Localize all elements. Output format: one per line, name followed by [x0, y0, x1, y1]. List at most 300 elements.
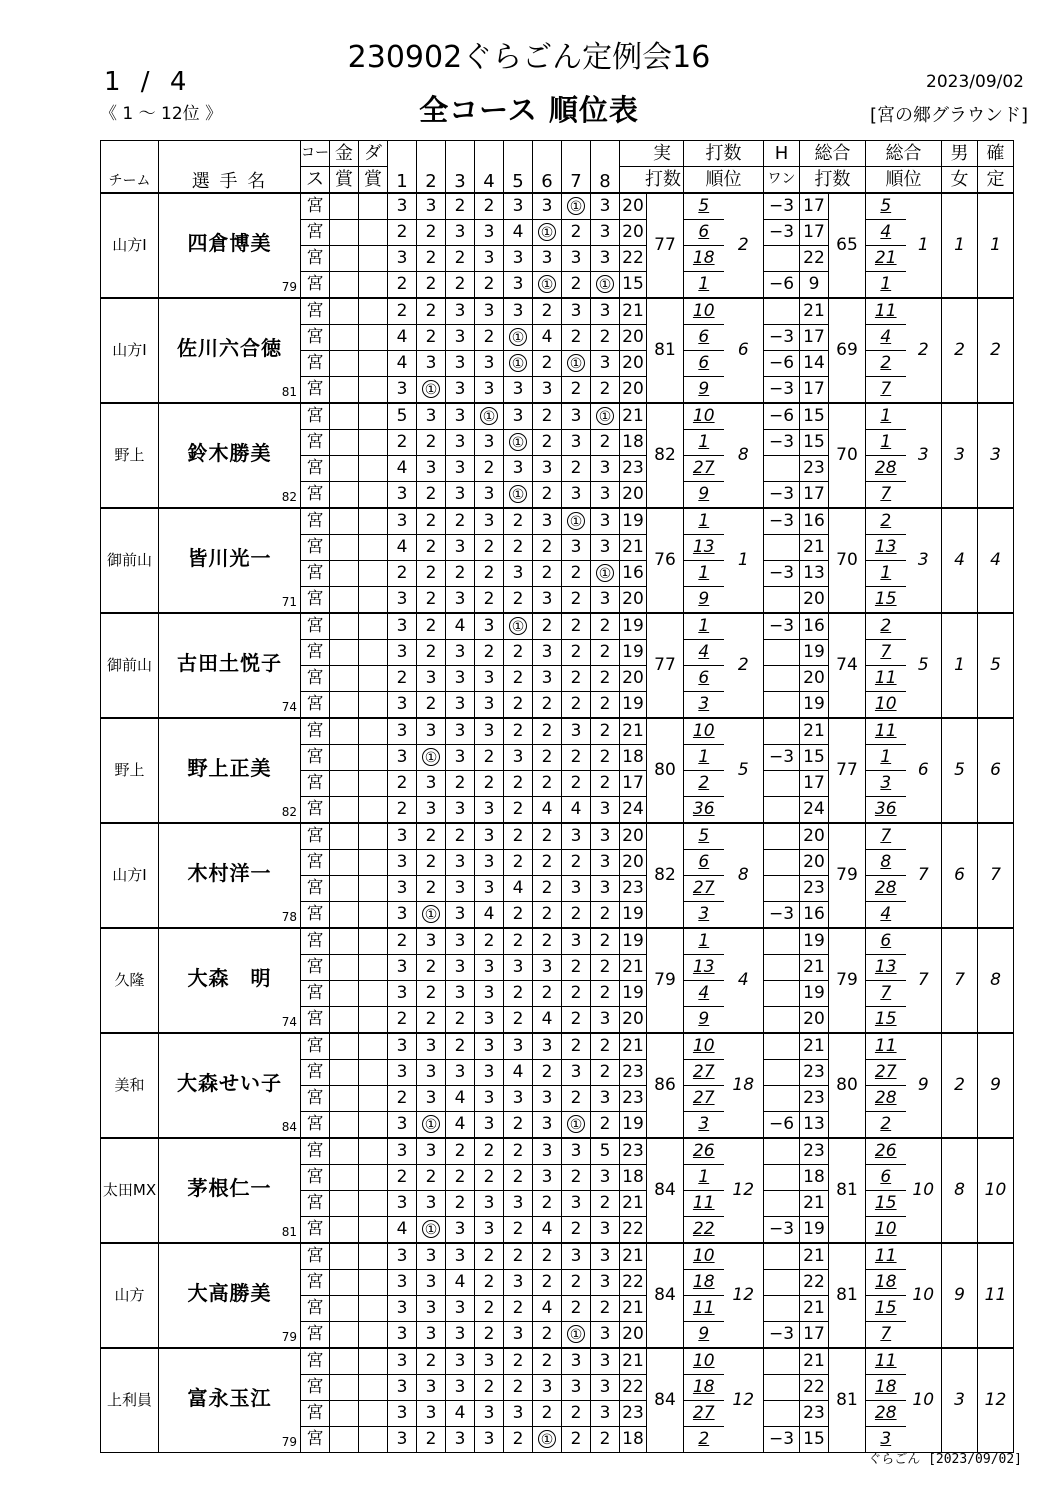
- gold-cell: [330, 561, 359, 587]
- hole-in-one-bonus: [764, 587, 800, 614]
- player-age: 81: [281, 1225, 297, 1239]
- round-total: 20: [800, 850, 829, 876]
- round-total: 21: [800, 1243, 829, 1270]
- table-row: [101, 1243, 1014, 1270]
- hole-score: 2: [475, 1375, 504, 1401]
- table-row: [101, 928, 1014, 955]
- gender-rank: 9: [942, 1243, 978, 1348]
- hole-score: 2: [562, 377, 591, 404]
- round-total-rank: 3: [866, 1427, 906, 1453]
- actual-total: 84: [647, 1348, 684, 1453]
- round-rank: 10: [684, 298, 724, 325]
- hole-score: [504, 482, 533, 509]
- course-cell: 宮: [301, 1375, 330, 1401]
- hole-score: 2: [417, 272, 446, 299]
- hole-6-header: 6: [533, 141, 562, 194]
- hole-score: 3: [591, 535, 620, 561]
- hole-score: 2: [446, 1138, 475, 1165]
- course-header-top: コー: [301, 141, 330, 167]
- hole-in-one-bonus: −3: [764, 1217, 800, 1244]
- course-cell: 宮: [301, 1007, 330, 1034]
- hole-score: 3: [446, 1217, 475, 1244]
- round-total: 19: [800, 692, 829, 719]
- player-name: 大高勝美: [187, 1281, 272, 1305]
- course-cell: 宮: [301, 1270, 330, 1296]
- round-total: 21: [800, 718, 829, 745]
- hole-in-one-bonus: −3: [764, 325, 800, 351]
- round-total: 21: [800, 535, 829, 561]
- player-name: 富永玉江: [187, 1386, 272, 1410]
- course-cell: 宮: [301, 981, 330, 1007]
- hole-score: 3: [417, 718, 446, 745]
- hole-score: 2: [504, 902, 533, 929]
- round-total-rank: 2: [866, 508, 906, 535]
- hole-in-one-mark: ①: [509, 328, 527, 346]
- hole-in-one-bonus: −6: [764, 351, 800, 377]
- gold-cell: [330, 1375, 359, 1401]
- team-header: チーム: [101, 141, 159, 194]
- hole-score: 3: [562, 718, 591, 745]
- round-total-rank: 15: [866, 1191, 906, 1217]
- round-total-rank: 28: [866, 456, 906, 482]
- hole-score: 3: [562, 1060, 591, 1086]
- round-total-rank: 15: [866, 1296, 906, 1322]
- hole-score: 3: [591, 850, 620, 876]
- course-cell: 宮: [301, 666, 330, 692]
- actual-total: 77: [647, 613, 684, 718]
- hole-score: 2: [562, 850, 591, 876]
- hole-in-one-mark: ①: [596, 275, 614, 293]
- hole-score: 3: [446, 718, 475, 745]
- hole-score: 3: [388, 745, 417, 771]
- round-total: 24: [800, 797, 829, 824]
- course-cell: 宮: [301, 1217, 330, 1244]
- da-cell: [359, 928, 388, 955]
- player-name: 大森せい子: [177, 1071, 282, 1095]
- round-total: 17: [800, 325, 829, 351]
- hole-score: 3: [504, 1086, 533, 1112]
- hole-score: 3: [504, 1033, 533, 1060]
- round-rank: 10: [684, 1033, 724, 1060]
- hole-score: 2: [591, 377, 620, 404]
- round-total-rank: 4: [866, 325, 906, 351]
- player-name: 古田土悦子: [177, 651, 282, 675]
- da-header-bottom: 賞: [359, 167, 388, 194]
- team-name: 美和: [101, 1033, 159, 1138]
- hole-score: 3: [417, 1375, 446, 1401]
- round-total-rank: 4: [866, 902, 906, 929]
- total-header-bottom: 打数: [800, 167, 866, 194]
- hole-score: 3: [504, 193, 533, 220]
- gold-cell: [330, 928, 359, 955]
- round-sum: 21: [620, 1348, 647, 1375]
- hole-in-one-mark: ①: [596, 564, 614, 582]
- hole-in-one-bonus: −3: [764, 745, 800, 771]
- hole-in-one-mark: ①: [538, 275, 556, 293]
- player-name: 四倉博美: [187, 231, 272, 255]
- hole-score: [504, 430, 533, 456]
- player-cell: [159, 1138, 301, 1243]
- ranking-table: [100, 140, 1014, 1453]
- hole-score: 3: [446, 797, 475, 824]
- hole-score: [417, 745, 446, 771]
- hole-score: 2: [446, 823, 475, 850]
- hole-score: [562, 351, 591, 377]
- final-rank: 4: [978, 508, 1014, 613]
- hole-in-one-mark: ①: [567, 197, 585, 215]
- hole-score: 3: [417, 403, 446, 430]
- hole-score: 2: [504, 1296, 533, 1322]
- round-total: 23: [800, 876, 829, 902]
- hole-score: 3: [533, 955, 562, 981]
- player-cell: [159, 508, 301, 613]
- hole-in-one-bonus: [764, 928, 800, 955]
- footer-credit: ぐらごん [2023/09/02]: [868, 1452, 1022, 1467]
- total-rank: 7: [906, 928, 942, 1033]
- hole-score: 2: [504, 1165, 533, 1191]
- hole-in-one-mark: ①: [509, 354, 527, 372]
- hole-score: 3: [388, 981, 417, 1007]
- table-body: [101, 193, 1014, 1453]
- hole-score: 3: [533, 1086, 562, 1112]
- hole-score: 3: [562, 1375, 591, 1401]
- hole-score: 3: [591, 1217, 620, 1244]
- round-sum: 15: [620, 272, 647, 299]
- hole-score: 3: [591, 298, 620, 325]
- da-cell: [359, 1060, 388, 1086]
- hole-score: 2: [504, 587, 533, 614]
- course-header-bottom: ス: [301, 167, 330, 194]
- table-row: [101, 613, 1014, 640]
- actual-total: 84: [647, 1243, 684, 1348]
- strokes-rank: 8: [724, 823, 764, 928]
- hole-score: 3: [591, 1243, 620, 1270]
- total-strokes: 77: [829, 718, 866, 823]
- player-age: 82: [281, 490, 297, 504]
- hole-in-one-mark: ①: [422, 748, 440, 766]
- hole-score: 3: [446, 482, 475, 509]
- hole-score: 3: [591, 220, 620, 246]
- hole-score: 3: [562, 1138, 591, 1165]
- hole-score: 3: [591, 1007, 620, 1034]
- hole-score: 2: [446, 561, 475, 587]
- hole-score: 2: [504, 1217, 533, 1244]
- gender-rank: 2: [942, 298, 978, 403]
- hole-in-one-bonus: [764, 666, 800, 692]
- hole-score: 3: [533, 640, 562, 666]
- course-cell: 宮: [301, 456, 330, 482]
- da-cell: [359, 1086, 388, 1112]
- hole-score: 3: [475, 1086, 504, 1112]
- gold-cell: [330, 193, 359, 220]
- gold-cell: [330, 1322, 359, 1349]
- hole-score: 3: [446, 351, 475, 377]
- hole-score: 3: [504, 1401, 533, 1427]
- hole-in-one-bonus: [764, 1348, 800, 1375]
- venue: [宮の郷グラウンド]: [869, 105, 1028, 126]
- round-sum: 20: [620, 377, 647, 404]
- round-total: 19: [800, 981, 829, 1007]
- round-rank: 9: [684, 587, 724, 614]
- da-cell: [359, 377, 388, 404]
- team-name: 山方Ⅰ: [101, 193, 159, 298]
- hole-score: 2: [504, 640, 533, 666]
- total-strokes: 79: [829, 928, 866, 1033]
- round-sum: 21: [620, 955, 647, 981]
- hole-score: 2: [591, 1112, 620, 1139]
- round-total: 21: [800, 1033, 829, 1060]
- hole-score: 2: [475, 928, 504, 955]
- hole-in-one-bonus: [764, 876, 800, 902]
- team-name: 太田MX: [101, 1138, 159, 1243]
- round-sum: 21: [620, 1033, 647, 1060]
- course-cell: 宮: [301, 640, 330, 666]
- round-rank: 10: [684, 1243, 724, 1270]
- gold-cell: [330, 456, 359, 482]
- round-sum: 19: [620, 613, 647, 640]
- hole-score: 3: [388, 902, 417, 929]
- hole-score: 3: [533, 1033, 562, 1060]
- da-cell: [359, 1270, 388, 1296]
- player-age: 78: [281, 910, 297, 924]
- hole-score: 2: [417, 298, 446, 325]
- hole-score: 4: [504, 876, 533, 902]
- hole-in-one-bonus: [764, 1375, 800, 1401]
- round-sum: 19: [620, 981, 647, 1007]
- hole-score: [504, 351, 533, 377]
- hole-score: 3: [591, 1086, 620, 1112]
- hole-score: 3: [475, 613, 504, 640]
- course-cell: 宮: [301, 1191, 330, 1217]
- round-total: 15: [800, 1427, 829, 1453]
- hole-score: 2: [475, 1296, 504, 1322]
- hole-score: 2: [446, 193, 475, 220]
- hole-1-header: 1: [388, 141, 417, 194]
- hole-score: 4: [446, 1086, 475, 1112]
- round-total-rank: 26: [866, 1138, 906, 1165]
- hole-score: 2: [591, 1296, 620, 1322]
- hole-score: 3: [446, 1322, 475, 1349]
- hole-score: 3: [504, 298, 533, 325]
- round-rank: 3: [684, 902, 724, 929]
- hole-score: 2: [388, 272, 417, 299]
- actual-total: 86: [647, 1033, 684, 1138]
- da-cell: [359, 902, 388, 929]
- round-sum: 21: [620, 535, 647, 561]
- player-cell: [159, 613, 301, 718]
- hole-score: 2: [591, 430, 620, 456]
- round-total: 16: [800, 902, 829, 929]
- round-total-rank: 28: [866, 1086, 906, 1112]
- hole-score: 3: [446, 928, 475, 955]
- round-rank: 36: [684, 797, 724, 824]
- course-cell: 宮: [301, 220, 330, 246]
- round-total-rank: 11: [866, 666, 906, 692]
- final-rank: 12: [978, 1348, 1014, 1453]
- hole-score: 2: [562, 587, 591, 614]
- hole-score: 3: [417, 456, 446, 482]
- team-name: 御前山: [101, 613, 159, 718]
- round-rank: 1: [684, 430, 724, 456]
- course-cell: 宮: [301, 692, 330, 719]
- hole-score: 3: [591, 587, 620, 614]
- round-sum: 20: [620, 1322, 647, 1349]
- round-rank: 27: [684, 1401, 724, 1427]
- da-cell: [359, 1191, 388, 1217]
- total-rank: 7: [906, 823, 942, 928]
- hole-in-one-bonus: −3: [764, 430, 800, 456]
- round-sum: 24: [620, 797, 647, 824]
- hole-score: 2: [504, 1138, 533, 1165]
- hole-score: 2: [417, 1348, 446, 1375]
- event-date: 2023/09/02: [926, 72, 1024, 92]
- gold-cell: [330, 298, 359, 325]
- hole-score: 2: [475, 640, 504, 666]
- hole-score: 2: [562, 1296, 591, 1322]
- gold-cell: [330, 1270, 359, 1296]
- round-total-rank: 11: [866, 298, 906, 325]
- hole-score: [562, 193, 591, 220]
- player-age: 82: [281, 805, 297, 819]
- player-cell: [159, 1243, 301, 1348]
- total-strokes: 81: [829, 1243, 866, 1348]
- gold-cell: [330, 876, 359, 902]
- hole-score: 2: [562, 981, 591, 1007]
- hole-score: 2: [533, 1348, 562, 1375]
- hole-score: 2: [533, 1401, 562, 1427]
- hole-in-one-bonus: [764, 456, 800, 482]
- round-sum: 18: [620, 1427, 647, 1453]
- hole-score: 3: [446, 535, 475, 561]
- hole-score: 3: [388, 692, 417, 719]
- round-rank: 9: [684, 1007, 724, 1034]
- hole-score: 3: [591, 1375, 620, 1401]
- round-rank: 1: [684, 1165, 724, 1191]
- hole-score: 2: [446, 246, 475, 272]
- hole-score: 4: [533, 797, 562, 824]
- hole-score: 3: [533, 246, 562, 272]
- hole-score: 2: [591, 902, 620, 929]
- gold-cell: [330, 981, 359, 1007]
- hole-score: 3: [475, 1401, 504, 1427]
- hole-score: 4: [388, 351, 417, 377]
- hole-score: [417, 1217, 446, 1244]
- total-strokes: 70: [829, 403, 866, 508]
- player-age: 71: [281, 595, 297, 609]
- course-cell: 宮: [301, 771, 330, 797]
- round-sum: 20: [620, 666, 647, 692]
- hole-in-one-bonus: [764, 246, 800, 272]
- team-name: 山方Ⅰ: [101, 823, 159, 928]
- hole-score: 2: [533, 745, 562, 771]
- course-cell: 宮: [301, 902, 330, 929]
- hole-score: 3: [562, 1191, 591, 1217]
- hole-score: 3: [475, 1007, 504, 1034]
- round-total: 19: [800, 928, 829, 955]
- hole-score: 2: [446, 1033, 475, 1060]
- hole-score: 3: [562, 876, 591, 902]
- round-total: 18: [800, 1165, 829, 1191]
- hole-score: 3: [417, 193, 446, 220]
- course-cell: 宮: [301, 718, 330, 745]
- da-cell: [359, 1033, 388, 1060]
- hole-score: 2: [533, 613, 562, 640]
- hole-score: 3: [504, 1270, 533, 1296]
- gender-rank: 2: [942, 1033, 978, 1138]
- course-cell: 宮: [301, 325, 330, 351]
- hole-in-one-mark: ①: [596, 407, 614, 425]
- hole-score: 2: [475, 1322, 504, 1349]
- round-rank: 27: [684, 1060, 724, 1086]
- hole-score: 3: [533, 1375, 562, 1401]
- round-total: 16: [800, 508, 829, 535]
- actual-total: 81: [647, 298, 684, 403]
- hole-score: 2: [475, 1243, 504, 1270]
- da-cell: [359, 193, 388, 220]
- hole-score: [533, 272, 562, 299]
- round-rank: 22: [684, 1217, 724, 1244]
- course-cell: 宮: [301, 1086, 330, 1112]
- gold-cell: [330, 325, 359, 351]
- round-total-rank: 11: [866, 718, 906, 745]
- hole-score: 2: [417, 325, 446, 351]
- round-total-rank: 28: [866, 876, 906, 902]
- round-total-rank: 6: [866, 928, 906, 955]
- course-cell: 宮: [301, 246, 330, 272]
- round-sum: 19: [620, 508, 647, 535]
- gold-header-bottom: 賞: [330, 167, 359, 194]
- round-total-rank: 7: [866, 981, 906, 1007]
- gender-rank: 5: [942, 718, 978, 823]
- round-total-rank: 1: [866, 272, 906, 299]
- hole-score: 2: [504, 535, 533, 561]
- round-rank: 18: [684, 1270, 724, 1296]
- da-cell: [359, 587, 388, 614]
- round-sum: 20: [620, 351, 647, 377]
- hole-score: 3: [446, 220, 475, 246]
- da-cell: [359, 1165, 388, 1191]
- course-cell: 宮: [301, 1060, 330, 1086]
- hole-score: 2: [533, 876, 562, 902]
- round-sum: 21: [620, 718, 647, 745]
- course-cell: 宮: [301, 823, 330, 850]
- hole-score: 2: [533, 981, 562, 1007]
- gold-cell: [330, 272, 359, 299]
- gender-rank: 1: [942, 613, 978, 718]
- round-total: 20: [800, 823, 829, 850]
- hole-score: 3: [417, 1322, 446, 1349]
- hole-score: [475, 403, 504, 430]
- hole-score: 3: [533, 1138, 562, 1165]
- course-cell: 宮: [301, 850, 330, 876]
- hole-score: 4: [533, 1217, 562, 1244]
- round-rank: 27: [684, 876, 724, 902]
- player-cell: [159, 403, 301, 508]
- hole-score: 3: [562, 1243, 591, 1270]
- hole-score: 3: [504, 561, 533, 587]
- hole-score: 4: [446, 1112, 475, 1139]
- hole-score: 2: [562, 902, 591, 929]
- gender-header-bottom: 女: [942, 167, 978, 194]
- hole-score: 2: [475, 1165, 504, 1191]
- hole-in-one-mark: ①: [567, 354, 585, 372]
- round-total-rank: 8: [866, 850, 906, 876]
- round-rank: 1: [684, 272, 724, 299]
- round-total-rank: 11: [866, 1243, 906, 1270]
- hole-score: 3: [446, 298, 475, 325]
- hole-score: 2: [504, 850, 533, 876]
- round-total: 17: [800, 1322, 829, 1349]
